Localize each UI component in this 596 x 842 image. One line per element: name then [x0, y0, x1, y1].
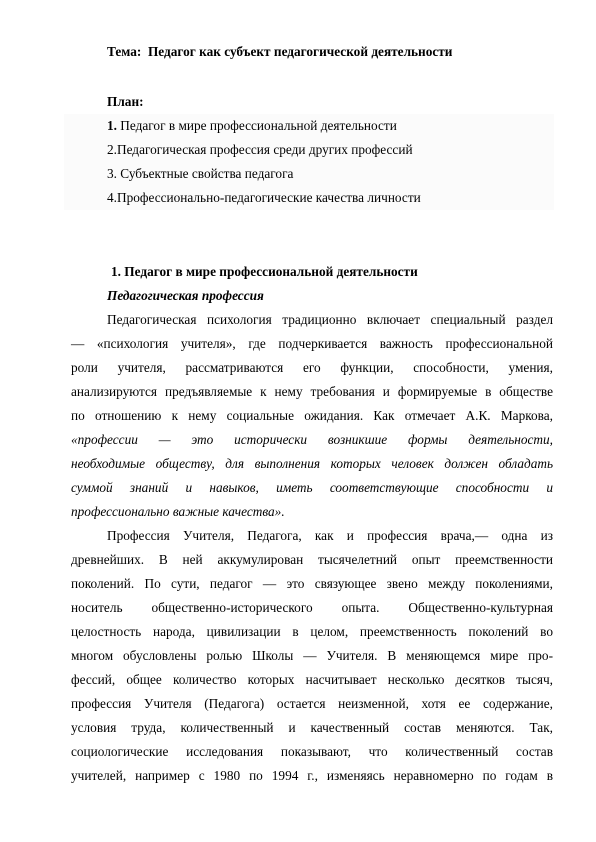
- plan-heading: План:: [107, 94, 144, 109]
- quote-line: «профессии — это исторически возникшие формы деятельности,: [71, 432, 553, 447]
- quote-line: профессионально важные качества».: [71, 504, 285, 519]
- paragraph-line: — «психология учителя», где подчеркивается важность профессиональной: [71, 336, 553, 351]
- quote-line: суммой знаний и навыков, иметь соответствующие способности и: [71, 480, 553, 495]
- section-heading: 1. Педагог в мире профессиональной деятельности: [111, 264, 418, 279]
- topic-title: Педагог как субъект педагогической деятельности: [147, 44, 453, 59]
- paragraph-line: социологические исследования показывают, что количественный состав: [71, 744, 553, 759]
- paragraph-line: древнейших. В ней аккумулирован тысячелетний опыт преемственности: [71, 552, 553, 567]
- paragraph-line: многом обусловлены ролью Школы — Учителя. В меняющемся мире про-: [71, 648, 553, 663]
- paragraph-line: по отношению к нему социальные ожидания. Как отмечает А.К. Маркова,: [71, 408, 553, 423]
- plan-item-number: 1.: [107, 118, 117, 133]
- plan-item: 3. Субъектные свойства педагога: [107, 166, 294, 181]
- section-subheading: Педагогическая профессия: [107, 288, 264, 303]
- plan-item: 4.Профессионально-педагогические качества личности: [107, 190, 421, 205]
- paragraph-line: носитель общественно-исторического опыта. Общественно-культурная: [71, 600, 553, 615]
- plan-item: [107, 118, 397, 134]
- paragraph-line: целостность народа, цивилизации в целом, преемственность поколений во: [71, 624, 553, 639]
- paragraph-line: учителей, например с 1980 по 1994 г., изменяясь неравномерно по годам в: [71, 768, 553, 783]
- paragraph-line: профессия Учителя (Педагога) остается неизменной, хотя ее содержание,: [71, 696, 553, 711]
- plan-item: 2.Педагогическая профессия среди других профессий: [107, 142, 413, 157]
- paragraph-line: роли учителя, рассматриваются его функции, способности, умения,: [71, 360, 553, 375]
- paragraph-line: Профессия Учителя, Педагога, как и профессия врача,— одна из: [107, 528, 553, 543]
- paragraph-line: Педагогическая психология традиционно включает специальный раздел: [107, 312, 553, 327]
- topic-label: Тема:: [107, 44, 142, 59]
- paragraph-line: поколений. По сути, педагог — это связующее звено между поколениями,: [71, 576, 553, 591]
- paragraph-line: фессий, общее количество которых насчитывает несколько десятков тысяч,: [71, 672, 553, 687]
- paragraph-line: условия труда, количественный и качественный состав меняются. Так,: [71, 720, 553, 735]
- quote-line: необходимые обществу, для выполнения которых человек должен обладать: [71, 456, 553, 471]
- plan-item-text: Педагог в мире профессиональной деятельности: [116, 118, 397, 133]
- topic-line: [107, 44, 452, 60]
- paragraph-line: анализируются предъявляемые к нему требования и формируемые в обществе: [71, 384, 553, 399]
